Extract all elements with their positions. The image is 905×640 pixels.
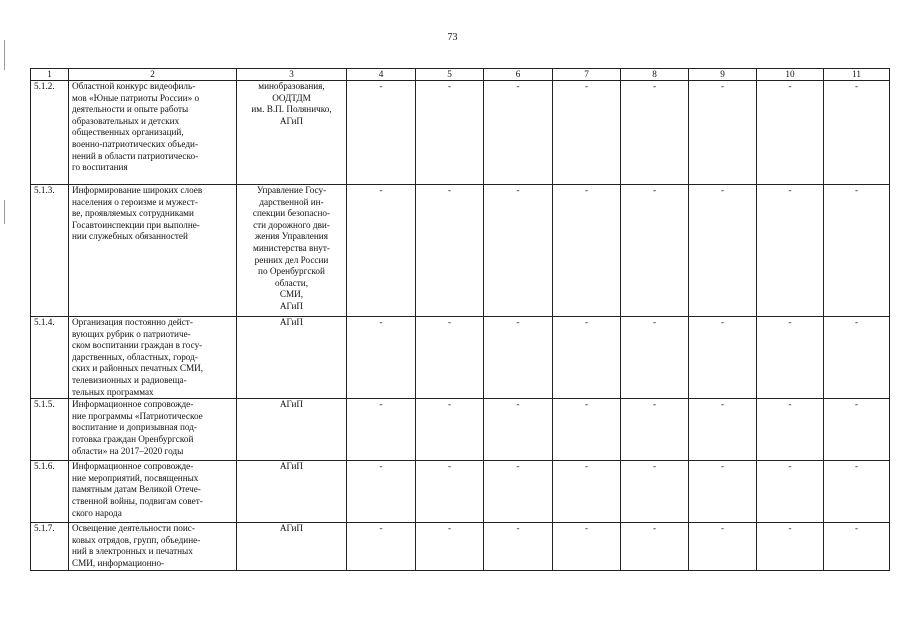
executor-line: АГиП	[279, 300, 304, 311]
responsible-executor	[237, 399, 347, 461]
column-header: 4	[347, 69, 416, 81]
table-row	[31, 317, 890, 399]
executor-line: жения Управления	[255, 231, 328, 242]
executor-line: сти дорожного дви-	[253, 219, 330, 230]
activity-description	[69, 399, 237, 461]
executor-line: по Оренбургской	[258, 266, 325, 277]
item-number: 5.1.7.	[31, 523, 69, 571]
value-cell: -	[347, 317, 416, 399]
column-header: 2	[69, 69, 237, 81]
value-cell: -	[621, 399, 689, 461]
description-line: телевизионных и радиовеща-	[72, 374, 187, 385]
value-cell: -	[347, 81, 416, 185]
value-cell: -	[484, 185, 553, 317]
value-cell: -	[689, 81, 757, 185]
executor-line: ренних дел России	[254, 254, 329, 265]
description-line: ний в электронных и печатных	[72, 546, 193, 557]
column-header: 7	[553, 69, 621, 81]
activity-description	[69, 317, 237, 399]
value-cell: -	[347, 185, 416, 317]
table-row	[31, 185, 890, 317]
value-cell: -	[416, 461, 484, 523]
value-cell: -	[484, 317, 553, 399]
value-cell: -	[484, 399, 553, 461]
description-line: мов «Юные патриоты России» о	[72, 92, 200, 103]
description-line: Госавтоинспекции при выполне-	[72, 219, 200, 230]
responsible-executor	[237, 461, 347, 523]
table-row	[31, 461, 890, 523]
description-line: ском воспитании граждан в госу-	[72, 340, 203, 351]
description-line: вующих рубрик о патриотиче-	[72, 328, 191, 339]
column-header: 1	[31, 69, 69, 81]
value-cell: -	[621, 317, 689, 399]
responsible-executor	[237, 81, 347, 185]
description-line: деятельности и опыте работы	[72, 104, 189, 115]
value-cell: -	[553, 399, 621, 461]
value-cell: -	[824, 317, 890, 399]
executor-line: СМИ,	[279, 289, 304, 300]
value-cell: -	[416, 317, 484, 399]
description-line: образовательных и детских	[72, 115, 180, 126]
description-line: тельных программах	[72, 386, 154, 397]
value-cell: -	[621, 523, 689, 571]
value-cell: -	[416, 523, 484, 571]
executor-line: спекции безопасно-	[252, 208, 331, 219]
scan-margin-mark	[4, 200, 5, 224]
value-cell: -	[824, 399, 890, 461]
column-header: 3	[237, 69, 347, 81]
value-cell: -	[484, 523, 553, 571]
column-header: 6	[484, 69, 553, 81]
value-cell: -	[416, 81, 484, 185]
executor-line: дарственной ин-	[259, 196, 324, 207]
description-line: Областной конкурс видеофиль-	[72, 81, 196, 91]
description-line: ние мероприятий, посвященных	[72, 472, 199, 483]
value-cell: -	[484, 81, 553, 185]
description-line: ственной войны, подвигам совет-	[72, 495, 203, 506]
item-number: 5.1.2.	[31, 81, 69, 185]
item-number: 5.1.3.	[31, 185, 69, 317]
activity-description	[69, 81, 237, 185]
table-body	[31, 81, 890, 571]
executor-line: АГиП	[279, 523, 304, 534]
description-line: населения о героизме и мужест-	[72, 196, 198, 207]
description-line: ние программы «Патриотическое	[72, 410, 203, 421]
value-cell: -	[757, 185, 824, 317]
value-cell: -	[416, 399, 484, 461]
table-row	[31, 81, 890, 185]
description-line: Освещение деятельности поис-	[72, 523, 195, 534]
executor-line: ООДТДМ	[272, 92, 311, 103]
plan-table	[30, 68, 890, 571]
value-cell: -	[757, 317, 824, 399]
description-line: военно-патриотических объеди-	[72, 138, 199, 149]
value-cell: -	[484, 461, 553, 523]
value-cell: -	[689, 523, 757, 571]
column-header: 8	[621, 69, 689, 81]
item-number: 5.1.4.	[31, 317, 69, 399]
description-line: нии служебных обязанностей	[72, 231, 188, 242]
executor-line: АГиП	[279, 399, 304, 410]
value-cell: -	[689, 399, 757, 461]
value-cell: -	[824, 461, 890, 523]
description-line: Информационное сопровожде-	[72, 399, 194, 410]
value-cell: -	[757, 81, 824, 185]
value-cell: -	[757, 523, 824, 571]
value-cell: -	[553, 461, 621, 523]
table-row	[31, 523, 890, 571]
description-line: нений в области патриотическо-	[72, 150, 199, 161]
description-line: дарственных, областных, город-	[72, 351, 198, 362]
description-line: общественных организаций,	[72, 127, 184, 138]
description-line: ковых отрядов, групп, объедине-	[72, 534, 201, 545]
value-cell: -	[553, 317, 621, 399]
executor-line: им. В.П. Поляничко,	[251, 104, 332, 115]
column-header: 5	[416, 69, 484, 81]
value-cell: -	[824, 185, 890, 317]
header-row	[31, 69, 890, 81]
value-cell: -	[553, 523, 621, 571]
description-line: ского народа	[72, 507, 122, 518]
scan-margin-mark	[4, 40, 5, 70]
executor-line: Управление Госу-	[256, 185, 327, 195]
description-line: ве, проявляемых сотрудниками	[72, 208, 194, 219]
executor-line: АГиП	[279, 461, 304, 472]
value-cell: -	[824, 523, 890, 571]
description-line: Информирование широких слоев	[72, 185, 203, 195]
value-cell: -	[621, 185, 689, 317]
description-line: СМИ, информационно-	[72, 557, 165, 568]
description-line: готовка граждан Оренбургской	[72, 433, 194, 444]
value-cell: -	[347, 399, 416, 461]
value-cell: -	[553, 185, 621, 317]
executor-line: АГиП	[279, 115, 304, 126]
responsible-executor	[237, 185, 347, 317]
value-cell: -	[347, 461, 416, 523]
value-cell: -	[553, 81, 621, 185]
description-line: воспитание и допризывная под-	[72, 422, 197, 433]
table-row	[31, 399, 890, 461]
executor-line: области,	[274, 277, 308, 288]
responsible-executor	[237, 523, 347, 571]
column-header: 10	[757, 69, 824, 81]
item-number: 5.1.6.	[31, 461, 69, 523]
description-line: Информационное сопровожде-	[72, 461, 194, 472]
value-cell: -	[416, 185, 484, 317]
value-cell: -	[824, 81, 890, 185]
value-cell: -	[689, 185, 757, 317]
column-header: 9	[689, 69, 757, 81]
description-line: ских и районных печатных СМИ,	[72, 363, 204, 374]
description-line: памятным датам Великой Отече-	[72, 484, 201, 495]
value-cell: -	[347, 523, 416, 571]
activity-description	[69, 523, 237, 571]
value-cell: -	[689, 317, 757, 399]
activity-description	[69, 461, 237, 523]
value-cell: -	[621, 81, 689, 185]
column-header: 11	[824, 69, 890, 81]
value-cell: -	[757, 399, 824, 461]
value-cell: -	[757, 461, 824, 523]
item-number: 5.1.5.	[31, 399, 69, 461]
value-cell: -	[689, 461, 757, 523]
description-line: области» на 2017–2020 годы	[72, 445, 184, 456]
executor-line: минобразования,	[258, 81, 325, 91]
executor-line: министерства внут-	[253, 242, 330, 253]
description-line: го воспитания	[72, 162, 128, 173]
executor-line: АГиП	[279, 317, 304, 327]
responsible-executor	[237, 317, 347, 399]
description-line: Организация постоянно дейст-	[72, 317, 193, 327]
value-cell: -	[621, 461, 689, 523]
page-number: 73	[447, 32, 458, 43]
activity-description	[69, 185, 237, 317]
